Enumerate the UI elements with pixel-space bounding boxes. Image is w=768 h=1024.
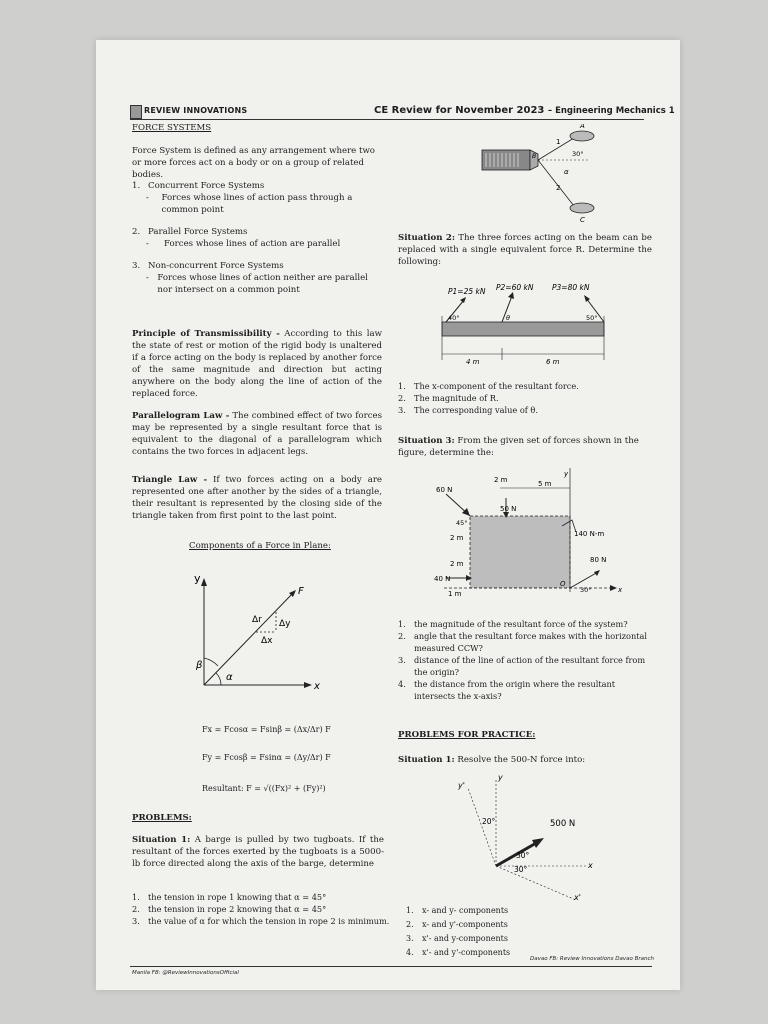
list-item: 3. distance of the line of action of the resultant force from the origin? — [398, 655, 646, 677]
dim-5m-label: 5 m — [538, 480, 552, 488]
label-A: A — [580, 124, 585, 130]
type-item: 2. Parallel Force Systems - Forces whose lines of action are parallel — [132, 227, 341, 249]
type-desc: Forces whose lines of action are parallel — [164, 239, 341, 249]
resolve-force-figure — [456, 774, 606, 904]
practice-title: PROBLEMS FOR PRACTICE: — [398, 730, 536, 740]
y-axis-label: y — [564, 470, 569, 478]
angle-30a-label: 30° — [516, 851, 530, 860]
footer-right: Davao FB: Review Innovations Davao Branch — [530, 956, 654, 962]
rope2-label: 2 — [556, 184, 561, 192]
label-C: C — [580, 216, 585, 224]
p2-label: P2=60 kN — [496, 283, 534, 292]
force-500n-label: 500 N — [550, 819, 576, 829]
force-80n-label: 80 N — [590, 556, 607, 564]
y-prime-label: y' — [458, 781, 465, 790]
angle-20-label: 20° — [482, 817, 496, 826]
brand-name: REVIEW INNOVATIONS — [144, 106, 248, 115]
definition-text: Force System is defined as any arrangement where two or more forces act on a body or on a group of related bodies. — [132, 146, 375, 180]
header-subject: – Engineering Mechanics 1 — [547, 106, 675, 116]
x-label: x — [588, 861, 593, 870]
type-title: Non-concurrent Force Systems — [148, 261, 284, 271]
list-item: 2. angle that the resultant force makes with the horizontal measured CCW? — [398, 631, 648, 653]
dx-label: Δx — [261, 636, 273, 646]
force-components-diagram — [186, 570, 346, 695]
type-item: 1. Concurrent Force Systems - Forces whose lines of action pass through a common point — [132, 180, 382, 216]
dist-4m-label: 4 m — [466, 358, 480, 366]
force-50n-label: 50 N — [500, 505, 517, 513]
parallelogram-law: Parallelogram Law - The combined effect of two forces may be represented by a single resultant force that is equivalent to the diagonal of a parallelogram which contains the two forces in adjacent legs. — [132, 411, 383, 457]
angle-50-label: 50° — [586, 314, 598, 322]
formula-resultant: Resultant: F = √((Fx)² + (Fy)²) — [202, 784, 326, 793]
list-item: 1. the tension in rope 1 knowing that α = 45° — [132, 892, 327, 902]
dy-label: Δy — [279, 619, 291, 629]
barge-figure — [476, 124, 616, 224]
page-header-title — [374, 105, 675, 116]
force-60n-label: 60 N — [436, 486, 453, 494]
p3-label: P3=80 kN — [552, 283, 590, 292]
header-title: CE Review for November 2023 — [374, 105, 545, 116]
angle-30b-label: 30° — [514, 865, 528, 874]
formula-fy: Fy = Fcosβ = Fsinα = (Δy/Δr) F — [202, 753, 331, 762]
header-rule — [130, 119, 644, 120]
components-title: Components of a Force in Plane: — [189, 541, 331, 551]
force-system-types — [132, 180, 382, 296]
angle-30-label: 30° — [572, 150, 584, 158]
angle-45-label: 45° — [456, 519, 468, 527]
situation2-list — [398, 380, 652, 416]
section-title: FORCE SYSTEMS — [132, 123, 212, 133]
situation2-text: Situation 2: The three forces acting on the beam can be replaced with a single equivalent force R. Determine the following: — [398, 233, 652, 267]
situation1-list — [132, 891, 392, 927]
type-title: Parallel Force Systems — [148, 227, 248, 237]
list-item: 4. the distance from the origin where the resultant intersects the x-axis? — [398, 679, 616, 701]
alpha-label: α — [226, 672, 233, 683]
beta-label: β — [196, 660, 203, 671]
dim-1m-label: 1 m — [448, 590, 462, 598]
principle-transmissibility: Principle of Transmissibility - According to this law the state of rest or motion of the rigid body is unaltered if a force acting on the body is replaced by another force of the same magnitude and direction but acting anywhere on the body along the line of action of the replaced force. — [132, 329, 382, 399]
footer-left: Manila FB: @ReviewInnovationsOfficial — [132, 970, 239, 976]
triangle-law: Triangle Law - If two forces acting on a body are represented one after another by the sides of a triangle, their resultant is represented by the closing side of the triangle taken from first point to the last point. — [132, 475, 383, 521]
type-desc: Forces whose lines of action pass through a common point — [161, 193, 353, 215]
list-item: 2. x- and y'-components — [406, 920, 508, 929]
type-desc: Forces whose lines of action neither are parallel nor intersect on a common point — [157, 273, 368, 295]
beam-figure — [436, 282, 616, 370]
origin-label: O — [560, 580, 566, 588]
list-item: 4. x'- and y'-components — [406, 948, 511, 957]
practice-list — [406, 904, 606, 960]
alpha-label: α — [564, 168, 569, 176]
dr-label: Δr — [252, 615, 262, 625]
formula-fx: Fx = Fcosα = Fsinβ = (Δx/Δr) F — [202, 725, 331, 734]
dim-2m-mid-label: 2 m — [450, 534, 464, 542]
x-axis-label: x — [618, 586, 623, 594]
type-title: Concurrent Force Systems — [148, 181, 265, 191]
footer-rule — [130, 966, 652, 967]
type-item: 3. Non-concurrent Force Systems - Forces whose lines of action neither are parallel nor intersect on a common point — [132, 260, 382, 296]
list-item: 3. x'- and y-components — [406, 934, 508, 943]
force-label: F — [298, 586, 304, 597]
practice-situation1-text: Situation 1: Resolve the 500-N force into: — [398, 755, 586, 765]
list-item: 1. x- and y- components — [406, 906, 509, 915]
y-axis-label: y — [194, 572, 201, 585]
dim-2m-top-label: 2 m — [494, 476, 508, 484]
list-item: 1. The x-component of the resultant force. — [398, 381, 579, 391]
problems-title: PROBLEMS: — [132, 813, 192, 823]
list-item: 2. the tension in rope 2 knowing that α = 45° — [132, 904, 327, 914]
dist-6m-label: 6 m — [546, 358, 560, 366]
brand-logo — [130, 105, 142, 119]
moment-140-label: 140 N-m — [574, 530, 605, 538]
list-item: 2. The magnitude of R. — [398, 393, 499, 403]
angle-30-label: 30° — [580, 586, 592, 594]
document-page — [96, 40, 680, 990]
x-axis-label: x — [314, 681, 320, 692]
x-prime-label: x' — [574, 893, 581, 902]
label-B: B — [532, 153, 537, 160]
list-item: 3. The corresponding value of θ. — [398, 405, 538, 415]
theta-label: θ — [506, 314, 510, 322]
list-item: 1. the magnitude of the resultant force of the system? — [398, 619, 628, 629]
dim-2m-low-label: 2 m — [450, 560, 464, 568]
list-item: 3. the value of α for which the tension in rope 2 is minimum. — [132, 916, 390, 926]
rope1-label: 1 — [556, 138, 561, 146]
force-40n-label: 40 N — [434, 575, 451, 583]
angle-40-label: 40° — [448, 314, 460, 322]
p1-label: P1=25 kN — [448, 287, 486, 296]
y-label: y — [498, 774, 503, 782]
situation3-text: Situation 3: From the given set of forces shown in the figure, determine the: — [398, 436, 639, 458]
force-system-figure — [434, 468, 634, 598]
situation1-text: Situation 1: A barge is pulled by two tugboats. If the resultant of the forces exerted by the tugboats is a 5000-lb force directed along the axis of the barge, determine — [132, 835, 384, 869]
situation3-list — [398, 618, 652, 702]
